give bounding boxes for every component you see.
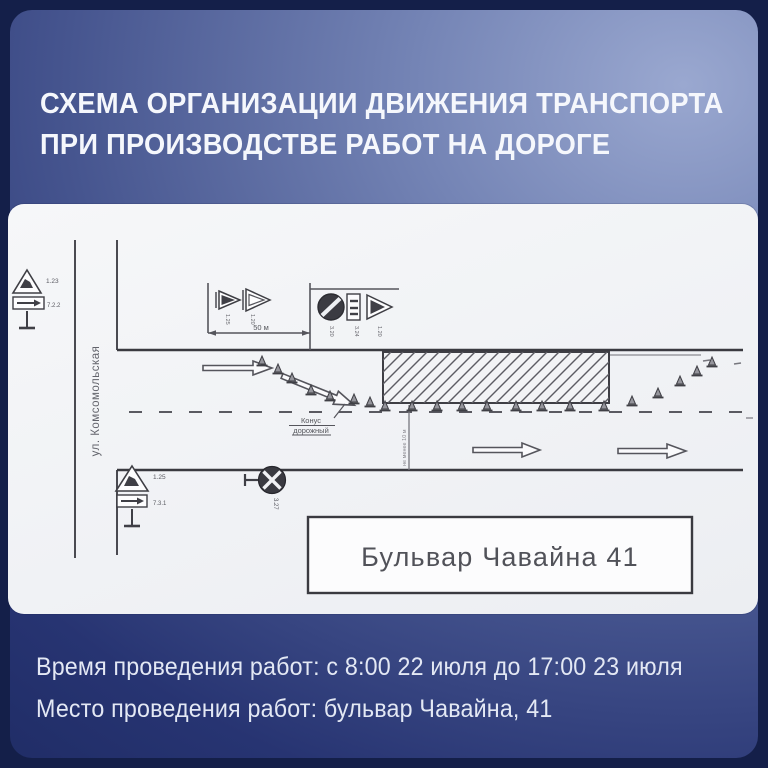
distance-label: 50 м: [253, 323, 269, 332]
cone-callout: [289, 404, 345, 435]
traffic-cone-icon: [257, 356, 268, 366]
street-name-label: ул. Комсомольская: [90, 345, 102, 457]
arrow-bottom-lane-1: [473, 443, 540, 457]
cone-label-line1: Конус: [300, 416, 322, 425]
traffic-cone-icon: [692, 366, 703, 376]
plate-code-label: 7.2.2: [47, 303, 61, 309]
main-sign-label-2: 3.24: [353, 326, 359, 337]
advance-sign-label-2: 1.20: [249, 314, 255, 325]
warning-sign-side-icon: [246, 289, 270, 311]
work-zone: [340, 352, 655, 403]
traffic-cone-icon: [273, 364, 284, 374]
no-stopping-signpost: [245, 467, 286, 511]
building-box: [308, 517, 692, 593]
cone-label-line2: дорожный: [293, 426, 329, 435]
building-label: Бульвар Чавайна 41: [361, 542, 639, 572]
traffic-cone-icon: [653, 388, 664, 398]
work-place-line: Место проведения работ: бульвар Чавайна, 41: [36, 695, 553, 723]
work-time-line: Время проведения работ: с 8:00 22 июля до 17:00 23 июля: [36, 653, 683, 681]
advance-sign-label-1: 1.25: [224, 314, 230, 325]
warning-sign-side-icon-2: [367, 295, 392, 319]
traffic-scheme-panel: [8, 204, 758, 614]
title-line-2: ПРИ ПРОИЗВОДСТВЕ РАБОТ НА ДОРОГЕ: [40, 129, 611, 161]
roadworks-signpost-top: [13, 270, 61, 328]
main-sign-group: [310, 283, 399, 350]
no-stopping-code-label: 3.27: [272, 498, 278, 510]
poster-title: [40, 84, 724, 166]
plate-code-label-2: 7.3.1: [153, 501, 167, 507]
sign-code-label-2: 1.25: [153, 474, 166, 481]
roadworks-sign-icon: [13, 270, 41, 293]
advance-sign-group: [208, 283, 310, 336]
roadworks-sign-side-icon: [219, 291, 240, 309]
no-stopping-sign-icon: [259, 467, 286, 494]
direction-plate-icon: [117, 495, 147, 507]
speed-limit-plate-icon: [347, 294, 360, 320]
zone-plate-icon: [13, 297, 44, 309]
no-overtaking-sign-icon: [318, 294, 344, 320]
sign-post-icon-2: [124, 509, 140, 526]
sign-code-label: 1.23: [46, 278, 59, 285]
arrow-bottom-lane-2: [618, 444, 686, 458]
traffic-cone-icon: [627, 396, 638, 406]
main-sign-label-1: 3.20: [328, 326, 334, 337]
traffic-scheme-drawing: [8, 204, 758, 614]
poster-footer: [36, 646, 683, 730]
clearance-dimension: [402, 405, 409, 470]
traffic-cone-icon: [675, 376, 686, 386]
roadworks-signpost-bottom: [116, 466, 167, 526]
traffic-cone-icon: [707, 357, 718, 367]
traffic-cone-icon: [349, 394, 360, 404]
traffic-cone-icon: [365, 397, 376, 407]
sign-post-icon: [19, 311, 35, 328]
main-sign-label-3: 1.20: [376, 326, 382, 337]
title-line-1: СХЕМА ОРГАНИЗАЦИИ ДВИЖЕНИЯ ТРАНСПОРТА: [40, 88, 724, 120]
clearance-label: не менее 10 м: [402, 429, 408, 466]
